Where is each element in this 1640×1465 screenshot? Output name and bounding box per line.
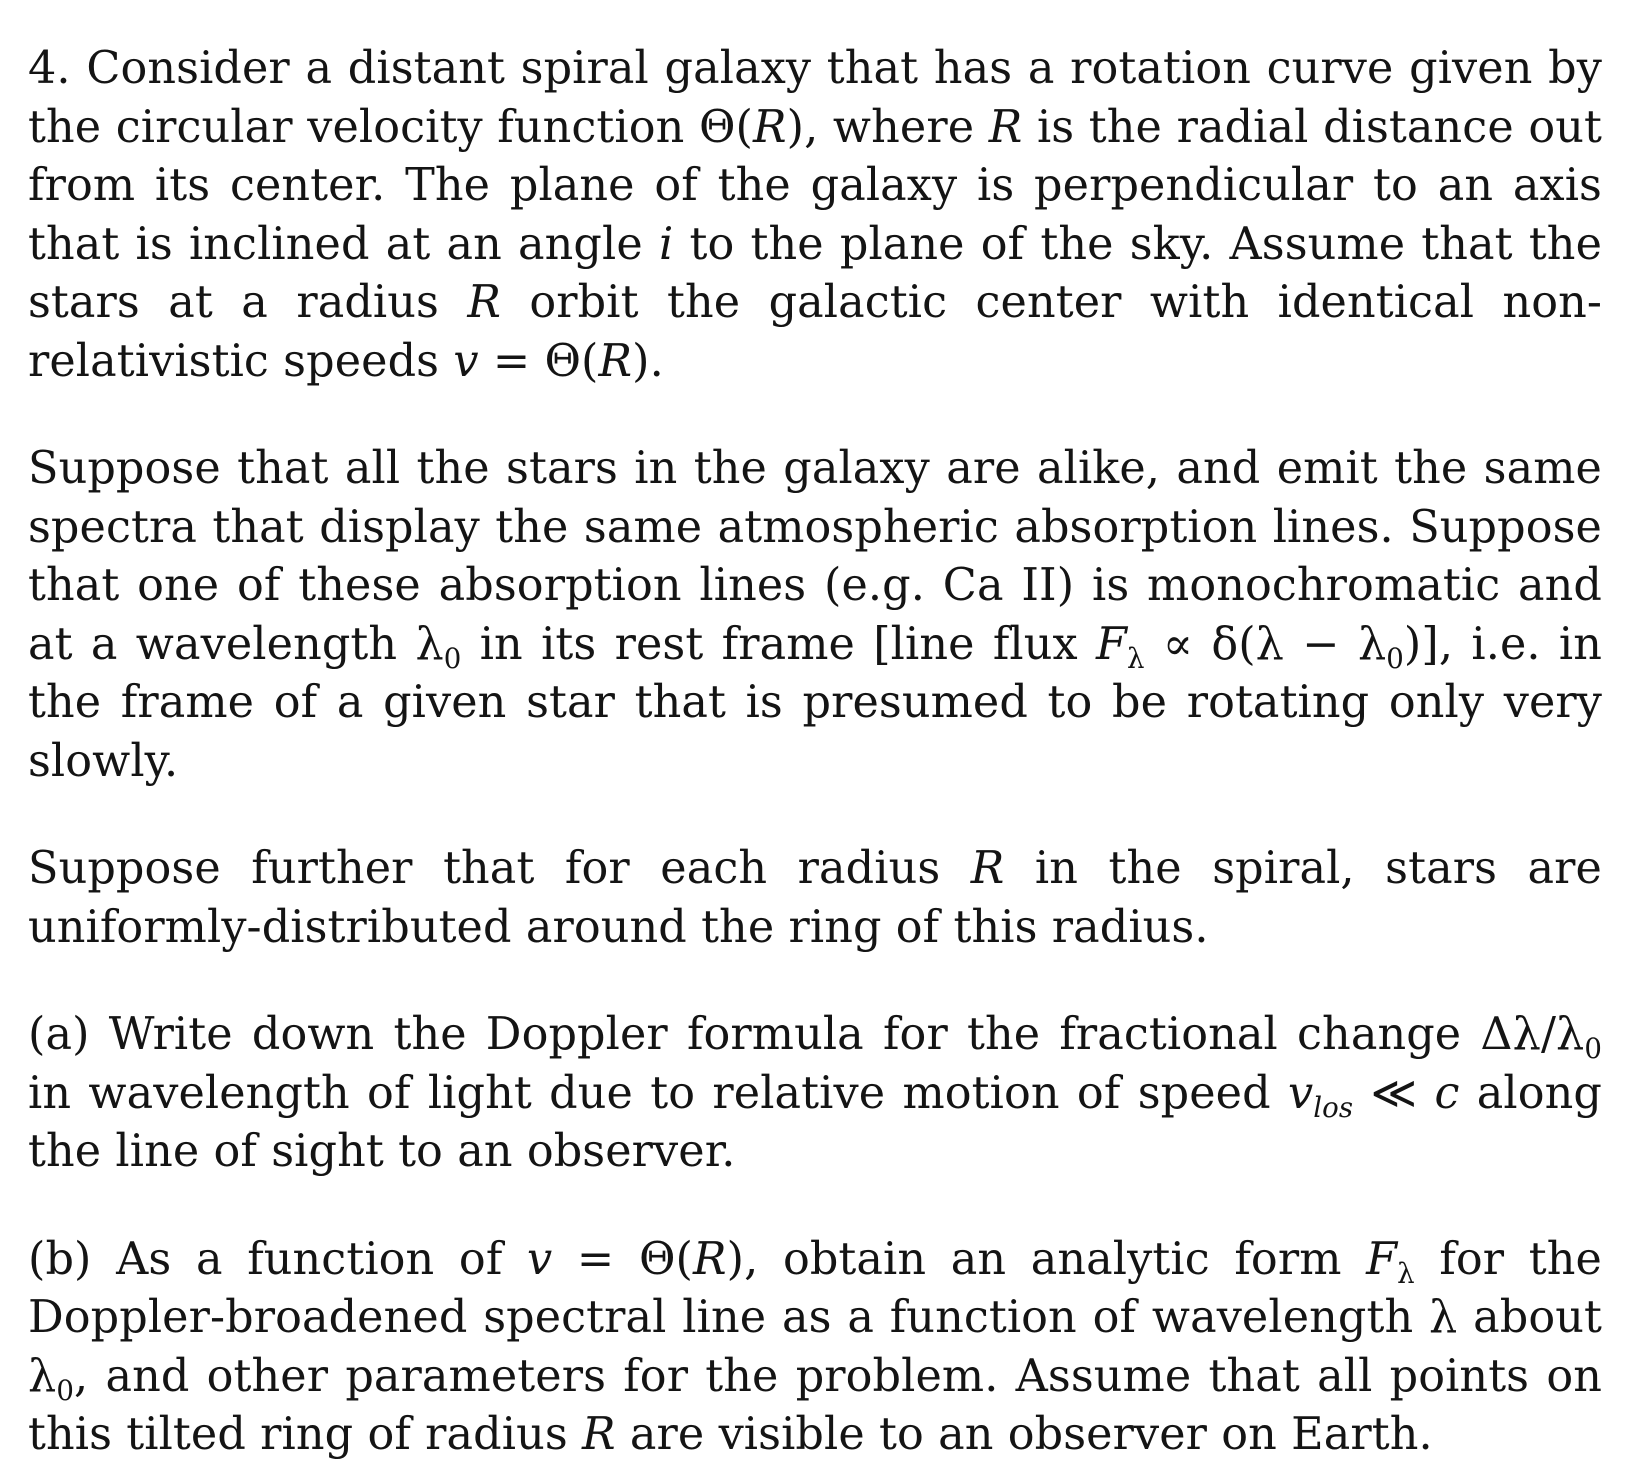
text-segment: along the line of sight to an observer. xyxy=(28,1067,1602,1177)
math-theta-r: Θ(R) xyxy=(698,101,805,153)
math-r xyxy=(582,1409,616,1460)
text-segment: in wavelength of light due to relative motion of speed xyxy=(28,1067,1288,1119)
problem-page xyxy=(28,40,1602,1465)
math-r xyxy=(467,277,501,328)
math-vlos-much-less-c: $v_{los}$ ≪ c xyxy=(1288,1067,1460,1124)
text-segment: . xyxy=(649,335,664,387)
text-segment: are visible to an observer on Earth. xyxy=(615,1409,1433,1460)
paragraph-spectra xyxy=(28,440,1602,791)
math-line-flux: $F_\lambda \propto \delta(\lambda - \lambda_0)$ xyxy=(1095,618,1422,675)
text-segment: in the spiral, stars are uniformly-distributed around the ring of this radius. xyxy=(28,843,1602,953)
math-v-equals-theta: v = Θ(R) xyxy=(453,335,650,387)
paragraph-part-b xyxy=(28,1231,1602,1465)
text-segment: Suppose further that for each radius xyxy=(28,843,971,894)
math-expression: R xyxy=(467,277,501,328)
math-expression: R xyxy=(582,1409,616,1460)
math-lambda0: $\lambda_0$ xyxy=(28,1350,74,1407)
paragraph-intro xyxy=(28,40,1602,391)
text-segment: about xyxy=(1457,1292,1602,1343)
text-segment: (a) Write down the Doppler formula for the fractional change xyxy=(28,1009,1481,1060)
math-v-equals-theta: v = Θ(R) xyxy=(527,1233,745,1285)
text-segment: to the plane of the sky. Assume that the stars at a radius xyxy=(28,218,1602,328)
text-segment: (b) As a function of xyxy=(28,1233,528,1285)
problem-number: 4. xyxy=(28,43,71,94)
text-segment: Suppose that all the stars in the galaxy are alike, and emit the same spectra that display the same atmospheric absorption lines. Suppose that one of these absorption lines (e.g. Ca II) is monochromatic and at a wavelength xyxy=(28,443,1602,670)
paragraph-part-a xyxy=(28,1006,1602,1182)
math-r xyxy=(971,843,1005,894)
text-segment: is the radial distance out from its center. The plane of the galaxy is perpendicular to an axis that is inclined at an angle xyxy=(28,101,1602,270)
math-expression: R xyxy=(970,843,1005,894)
math-r xyxy=(989,102,1023,153)
math-expression: i xyxy=(658,218,674,270)
text-segment: , obtain an analytic form xyxy=(744,1233,1367,1285)
text-segment: Consider a distant spiral galaxy that has a rotation curve given by the circular velocity function xyxy=(28,43,1602,153)
math-lambda0: $\lambda_0$ xyxy=(415,618,462,675)
text-segment: , where xyxy=(804,101,989,153)
math-f-lambda: $F_\lambda$ xyxy=(1366,1233,1415,1290)
text-segment: ], i.e. in the frame of a given star that is presumed to be rotating only very slowly. xyxy=(28,618,1602,787)
math-expression: R xyxy=(988,101,1023,153)
math-lambda xyxy=(1429,1292,1457,1343)
math-fractional-change: $\Delta\lambda/\lambda_0$ xyxy=(1480,1009,1602,1065)
text-segment: , and other parameters for the problem. Assume that all points on this tilted ring of radius xyxy=(28,1350,1602,1460)
text-segment: in its rest frame [line flux xyxy=(461,618,1096,670)
math-i xyxy=(659,219,673,270)
text-segment: for the Doppler-broadened spectral line as a function of wavelength xyxy=(28,1233,1602,1343)
math-expression: λ xyxy=(1429,1292,1458,1343)
text-segment: orbit the galactic center with identical non-relativistic speeds xyxy=(28,277,1602,387)
paragraph-distribution xyxy=(28,840,1602,957)
